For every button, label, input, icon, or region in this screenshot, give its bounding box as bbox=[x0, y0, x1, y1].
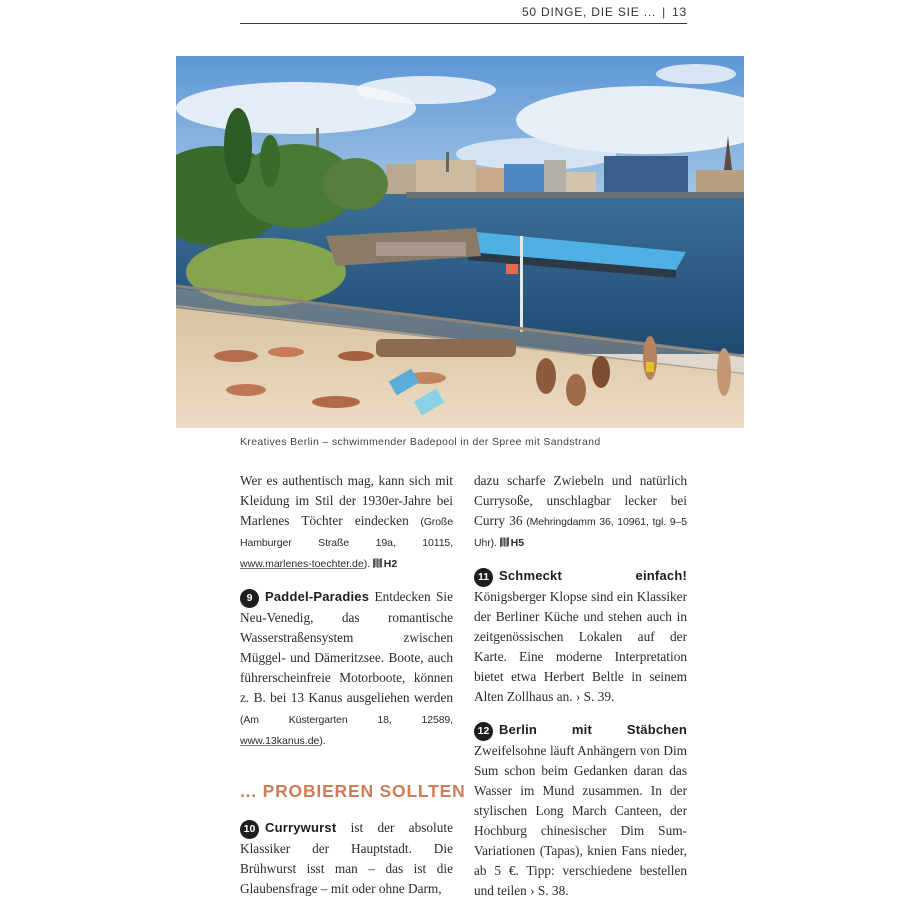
text-column-right bbox=[474, 471, 687, 914]
running-header bbox=[240, 0, 687, 24]
section-heading: ... PROBIEREN SOLLTEN bbox=[240, 781, 466, 801]
item-number-badge: 11 bbox=[474, 568, 493, 587]
map-reference-h2 bbox=[373, 558, 397, 570]
item-10-continued bbox=[474, 471, 687, 553]
intro-details-close: ). bbox=[363, 558, 373, 570]
map-reference-label: H5 bbox=[510, 537, 525, 549]
intro-details-open: (Große Hamburger Straße 19a, 10115, bbox=[240, 516, 453, 549]
item-10-text: ist der absolute Klassiker der Hauptstadt. Die Brühwurst isst man – das ist die Glaubensfrage – mit oder ohne Darm, bbox=[240, 820, 453, 896]
item-12-title: Berlin mit Stäbchen bbox=[499, 722, 687, 737]
item-10-details: (Mehringdamm 36, 10961, tgl. 9–5 Uhr). bbox=[474, 516, 687, 549]
intro-paragraph bbox=[240, 471, 453, 574]
item-9-text: Entdecken Sie Neu-Venedig, das romantische Wasserstraßensystem zwischen Müggel- und Dämeritzsee. Boote, auch führerscheinfreie Motorboote, können z. B. bei 13 Kanus ausgeliehen werden bbox=[240, 589, 453, 705]
item-9-details-open: (Am Küstergarten 18, 12589, bbox=[240, 714, 453, 726]
item-10-cont-text: dazu scharfe Zwiebeln und natürlich Currysoße, unschlagbar lecker bei Curry 36 bbox=[474, 473, 687, 528]
item-10 bbox=[240, 818, 453, 899]
item-12-text: Zweifelsohne läuft Anhängern von Dim Sum schon beim Gedanken daran das Wasser im Mund zusammen. In der stylischen Long March Canteen, der Hochburg chinesischer Dim Sum-Variationen (Tapas), knien Fans nieder, ab 5 €. Tipp: verschiedene bestellen und teilen › S. 38. bbox=[474, 743, 687, 898]
item-11-title: Schmeckt einfach! bbox=[499, 568, 687, 583]
13kanus-link[interactable]: www.13kanus.de bbox=[240, 735, 320, 747]
badeschiff-photo bbox=[176, 56, 744, 428]
running-header-text bbox=[522, 5, 687, 19]
marlenes-toechter-link[interactable]: www.marlenes-toechter.de bbox=[240, 558, 364, 570]
item-11-text: Königsberger Klopse sind ein Klassiker der Berliner Küche und stehen auch in zeitgenössischen Lokalen auf der Karte. Eine moderne Interpretation bietet etwa Herbert Beltle in seinem Alten Zollhaus an. › S. 39. bbox=[474, 589, 687, 704]
item-number-badge: 12 bbox=[474, 722, 493, 741]
page-number: 13 bbox=[672, 5, 687, 19]
item-9-details-close: ). bbox=[319, 735, 326, 747]
map-reference-h5 bbox=[500, 537, 524, 549]
text-column-left bbox=[240, 471, 466, 912]
running-title: 50 DINGE, DIE SIE ... bbox=[521, 5, 657, 19]
photo-illustration bbox=[176, 56, 744, 428]
item-number-badge: 10 bbox=[240, 820, 259, 839]
item-9-title: Paddel-Paradies bbox=[265, 589, 370, 604]
item-10-title: Currywurst bbox=[265, 820, 337, 835]
map-icon bbox=[500, 537, 509, 547]
item-9 bbox=[240, 587, 453, 751]
map-icon bbox=[373, 558, 382, 568]
item-12 bbox=[474, 720, 687, 901]
item-11 bbox=[474, 566, 687, 707]
map-reference-label: H2 bbox=[383, 558, 398, 570]
intro-text: Wer es authentisch mag, kann sich mit Kleidung im Stil der 1930er-Jahre bei Marlenes Töchter eindecken bbox=[240, 473, 453, 528]
header-separator: | bbox=[662, 5, 667, 19]
photo-caption: Kreatives Berlin – schwimmender Badepool in der Spree mit Sandstrand bbox=[240, 436, 601, 448]
item-number-badge: 9 bbox=[240, 589, 259, 608]
